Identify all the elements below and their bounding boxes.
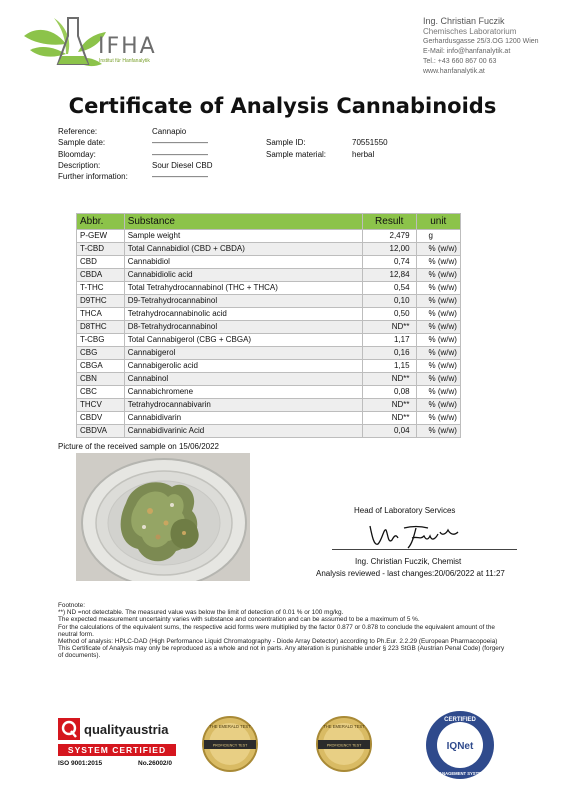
cell-substance: Tetrahydrocannabinolic acid <box>124 308 362 321</box>
system-certified-bar: SYSTEM CERTIFIED <box>58 744 176 756</box>
cell-result: ND** <box>362 412 416 425</box>
table-row <box>77 386 461 399</box>
cell-abbr: CBDV <box>77 412 125 425</box>
cell-abbr: D9THC <box>77 295 125 308</box>
head-of-lab-label: Head of Laboratory Services <box>354 506 456 515</box>
reference-label: Reference: <box>58 127 98 136</box>
emerald-test-seal-icon <box>314 714 374 774</box>
table-row <box>77 373 461 386</box>
cell-unit: % (w/w) <box>416 282 460 295</box>
cell-unit: % (w/w) <box>416 256 460 269</box>
logo-subtitle: Institut für Hanfanalytik <box>99 58 150 64</box>
cell-unit: % (w/w) <box>416 373 460 386</box>
header-result: Result <box>362 214 416 230</box>
cell-result: ND** <box>362 399 416 412</box>
cell-abbr: T-CBD <box>77 243 125 256</box>
cell-result: 2,479 <box>362 230 416 243</box>
footnote-line: Method of analysis: HPLC-DAD (High Performance Liquid Chromatography - Diode Array Detector) according to Ph.Eur. 2.2.29 (European Pharmacopoeia) <box>58 638 498 646</box>
cell-unit: % (w/w) <box>416 399 460 412</box>
cell-unit: % (w/w) <box>416 412 460 425</box>
header-abbr: Abbr. <box>77 214 125 230</box>
footnote <box>58 602 538 660</box>
cell-unit: % (w/w) <box>416 425 460 438</box>
cell-substance: Total Cannabidiol (CBD + CBDA) <box>124 243 362 256</box>
sample-material-value: herbal <box>352 150 375 159</box>
cell-result: 1,17 <box>362 334 416 347</box>
cell-abbr: CBD <box>77 256 125 269</box>
seal-subtitle: PROFICIENCY TEST <box>326 743 362 748</box>
cell-unit: % (w/w) <box>416 334 460 347</box>
cert-number: No.26002/0 <box>138 760 172 767</box>
sample-id-label: Sample ID: <box>266 138 306 147</box>
cell-abbr: THCA <box>77 308 125 321</box>
sample-material-label: Sample material: <box>266 150 327 159</box>
cell-abbr: CBDA <box>77 269 125 282</box>
analysis-reviewed: Analysis reviewed - last changes:20/06/2022 at 11:27 <box>316 569 505 578</box>
quality-austria-icon <box>58 718 80 740</box>
sample-date-label: Sample date: <box>58 138 106 147</box>
cell-result: 0,04 <box>362 425 416 438</box>
header-substance: Substance <box>124 214 362 230</box>
cell-unit: g <box>416 230 460 243</box>
table-row <box>77 412 461 425</box>
cell-abbr: T-CBG <box>77 334 125 347</box>
header-unit: unit <box>416 214 460 230</box>
cell-unit: % (w/w) <box>416 360 460 373</box>
handwritten-signature <box>366 518 466 552</box>
cell-substance: Cannabigerolic acid <box>124 360 362 373</box>
cell-abbr: CBG <box>77 347 125 360</box>
bloomday-label: Bloomday: <box>58 150 96 159</box>
emerald-test-seal-icon <box>200 714 260 774</box>
cell-abbr: CBN <box>77 373 125 386</box>
cell-substance: Total Tetrahydrocannabinol (THC + THCA) <box>124 282 362 295</box>
table-row <box>77 308 461 321</box>
table-header-row <box>77 214 461 230</box>
seal-title: THE EMERALD TEST <box>323 724 365 729</box>
cell-result: 12,00 <box>362 243 416 256</box>
cell-result: ND** <box>362 373 416 386</box>
cell-abbr: CBDVA <box>77 425 125 438</box>
lab-website: www.hanfanalytik.at <box>423 68 485 75</box>
lab-name: Ing. Christian Fuczik <box>423 16 505 26</box>
table-row <box>77 269 461 282</box>
cell-substance: Cannabidiol <box>124 256 362 269</box>
seal-subtitle: PROFICIENCY TEST <box>212 743 248 748</box>
table-row <box>77 295 461 308</box>
cell-substance: D8-Tetrahydrocannabinol <box>124 321 362 334</box>
table-row <box>77 347 461 360</box>
iqnet-seal-icon <box>424 709 496 781</box>
footnote-line: This Certificate of Analysis may only be reproduced as a whole and not in parts. Any alteration is punishable under § 223 StGB (Austrian Penal Code) (forgery <box>58 645 505 653</box>
iqnet-mid-text: IQNet <box>446 741 474 752</box>
table-row <box>77 230 461 243</box>
cell-result: 0,74 <box>362 256 416 269</box>
further-info-label: Further information: <box>58 172 128 181</box>
page-title: Certificate of Analysis Cannabinoids <box>68 94 497 118</box>
cell-unit: % (w/w) <box>416 295 460 308</box>
cell-result: 0,54 <box>362 282 416 295</box>
footnote-line: Footnote: <box>58 602 86 609</box>
cell-substance: Sample weight <box>124 230 362 243</box>
footnote-line: The expected measurement uncertainty varies with substance and concentration and can be assumed to be a maximum of 5 %. <box>58 616 420 624</box>
cell-unit: % (w/w) <box>416 321 460 334</box>
table-row <box>77 256 461 269</box>
cell-unit: % (w/w) <box>416 386 460 399</box>
cell-substance: Cannabidivarinic Acid <box>124 425 362 438</box>
cell-unit: % (w/w) <box>416 243 460 256</box>
table-row <box>77 243 461 256</box>
table-row <box>77 282 461 295</box>
lab-subtitle: Chemisches Laboratorium <box>423 27 517 36</box>
cannabinoid-results-table <box>76 213 461 438</box>
lab-email: E-Mail: info@hanfanalytik.at <box>423 48 511 55</box>
logo-text: IFHA <box>98 34 157 59</box>
quality-austria-name: qualityaustria <box>84 722 169 737</box>
cell-substance: Cannabigerol <box>124 347 362 360</box>
cell-abbr: P-GEW <box>77 230 125 243</box>
seal-title: THE EMERALD TEST <box>209 724 251 729</box>
cell-substance: Cannabinol <box>124 373 362 386</box>
sample-date-value: ——————— <box>152 138 208 147</box>
signature-line <box>332 549 517 550</box>
cell-substance: Tetrahydrocannabivarin <box>124 399 362 412</box>
cell-abbr: D8THC <box>77 321 125 334</box>
cell-result: 0,16 <box>362 347 416 360</box>
cell-abbr: T-THC <box>77 282 125 295</box>
iso-label: ISO 9001:2015 <box>58 760 103 767</box>
cell-substance: D9-Tetrahydrocannabinol <box>124 295 362 308</box>
further-info-value: ——————— <box>152 172 208 181</box>
iqnet-bottom-text: MANAGEMENT SYSTEM <box>435 771 485 776</box>
cell-result: ND** <box>362 321 416 334</box>
sample-id-value: 70551550 <box>352 138 388 147</box>
lab-address: Gerhardusgasse 25/3.OG 1200 Wien <box>423 38 539 45</box>
description-value: Sour Diesel CBD <box>152 161 213 170</box>
footnote-line: neutral form. <box>58 630 94 638</box>
footnote-line: **) ND =not detectable. The measured value was below the limit of detection of 0.01 % or 100 mg/kg. <box>58 609 344 617</box>
iqnet-top-text: CERTIFIED <box>444 717 476 723</box>
reference-value: Cannapio <box>152 127 187 136</box>
description-label: Description: <box>58 161 101 170</box>
footnote-line: of documents). <box>58 652 101 660</box>
cell-result: 1,15 <box>362 360 416 373</box>
chemist-name: Ing. Christian Fuczik, Chemist <box>355 557 462 566</box>
table-row <box>77 360 461 373</box>
cell-result: 12,84 <box>362 269 416 282</box>
cell-unit: % (w/w) <box>416 269 460 282</box>
cell-result: 0,08 <box>362 386 416 399</box>
cell-unit: % (w/w) <box>416 308 460 321</box>
table-row <box>77 399 461 412</box>
cell-unit: % (w/w) <box>416 347 460 360</box>
cell-abbr: CBC <box>77 386 125 399</box>
lab-address-block <box>423 16 539 77</box>
sample-photo <box>76 453 250 581</box>
table-row <box>77 334 461 347</box>
table-row <box>77 321 461 334</box>
picture-caption: Picture of the received sample on 15/06/2022 <box>58 442 219 451</box>
cell-substance: Cannabichromene <box>124 386 362 399</box>
cell-substance: Cannabidiolic acid <box>124 269 362 282</box>
cell-abbr: CBGA <box>77 360 125 373</box>
lab-phone: Tel.: +43 660 867 00 63 <box>423 58 497 65</box>
cell-result: 0,50 <box>362 308 416 321</box>
footnote-line: For the calculations of the equivalent sums, the respective acid forms were multiplied by the factor 0.877 or 0.878 to conclude the equivalent amount of the <box>58 623 495 631</box>
bloomday-value: ——————— <box>152 150 208 159</box>
cell-abbr: THCV <box>77 399 125 412</box>
cell-substance: Total Cannabigerol (CBG + CBGA) <box>124 334 362 347</box>
cell-result: 0,10 <box>362 295 416 308</box>
cell-substance: Cannabidivarin <box>124 412 362 425</box>
table-row <box>77 425 461 438</box>
